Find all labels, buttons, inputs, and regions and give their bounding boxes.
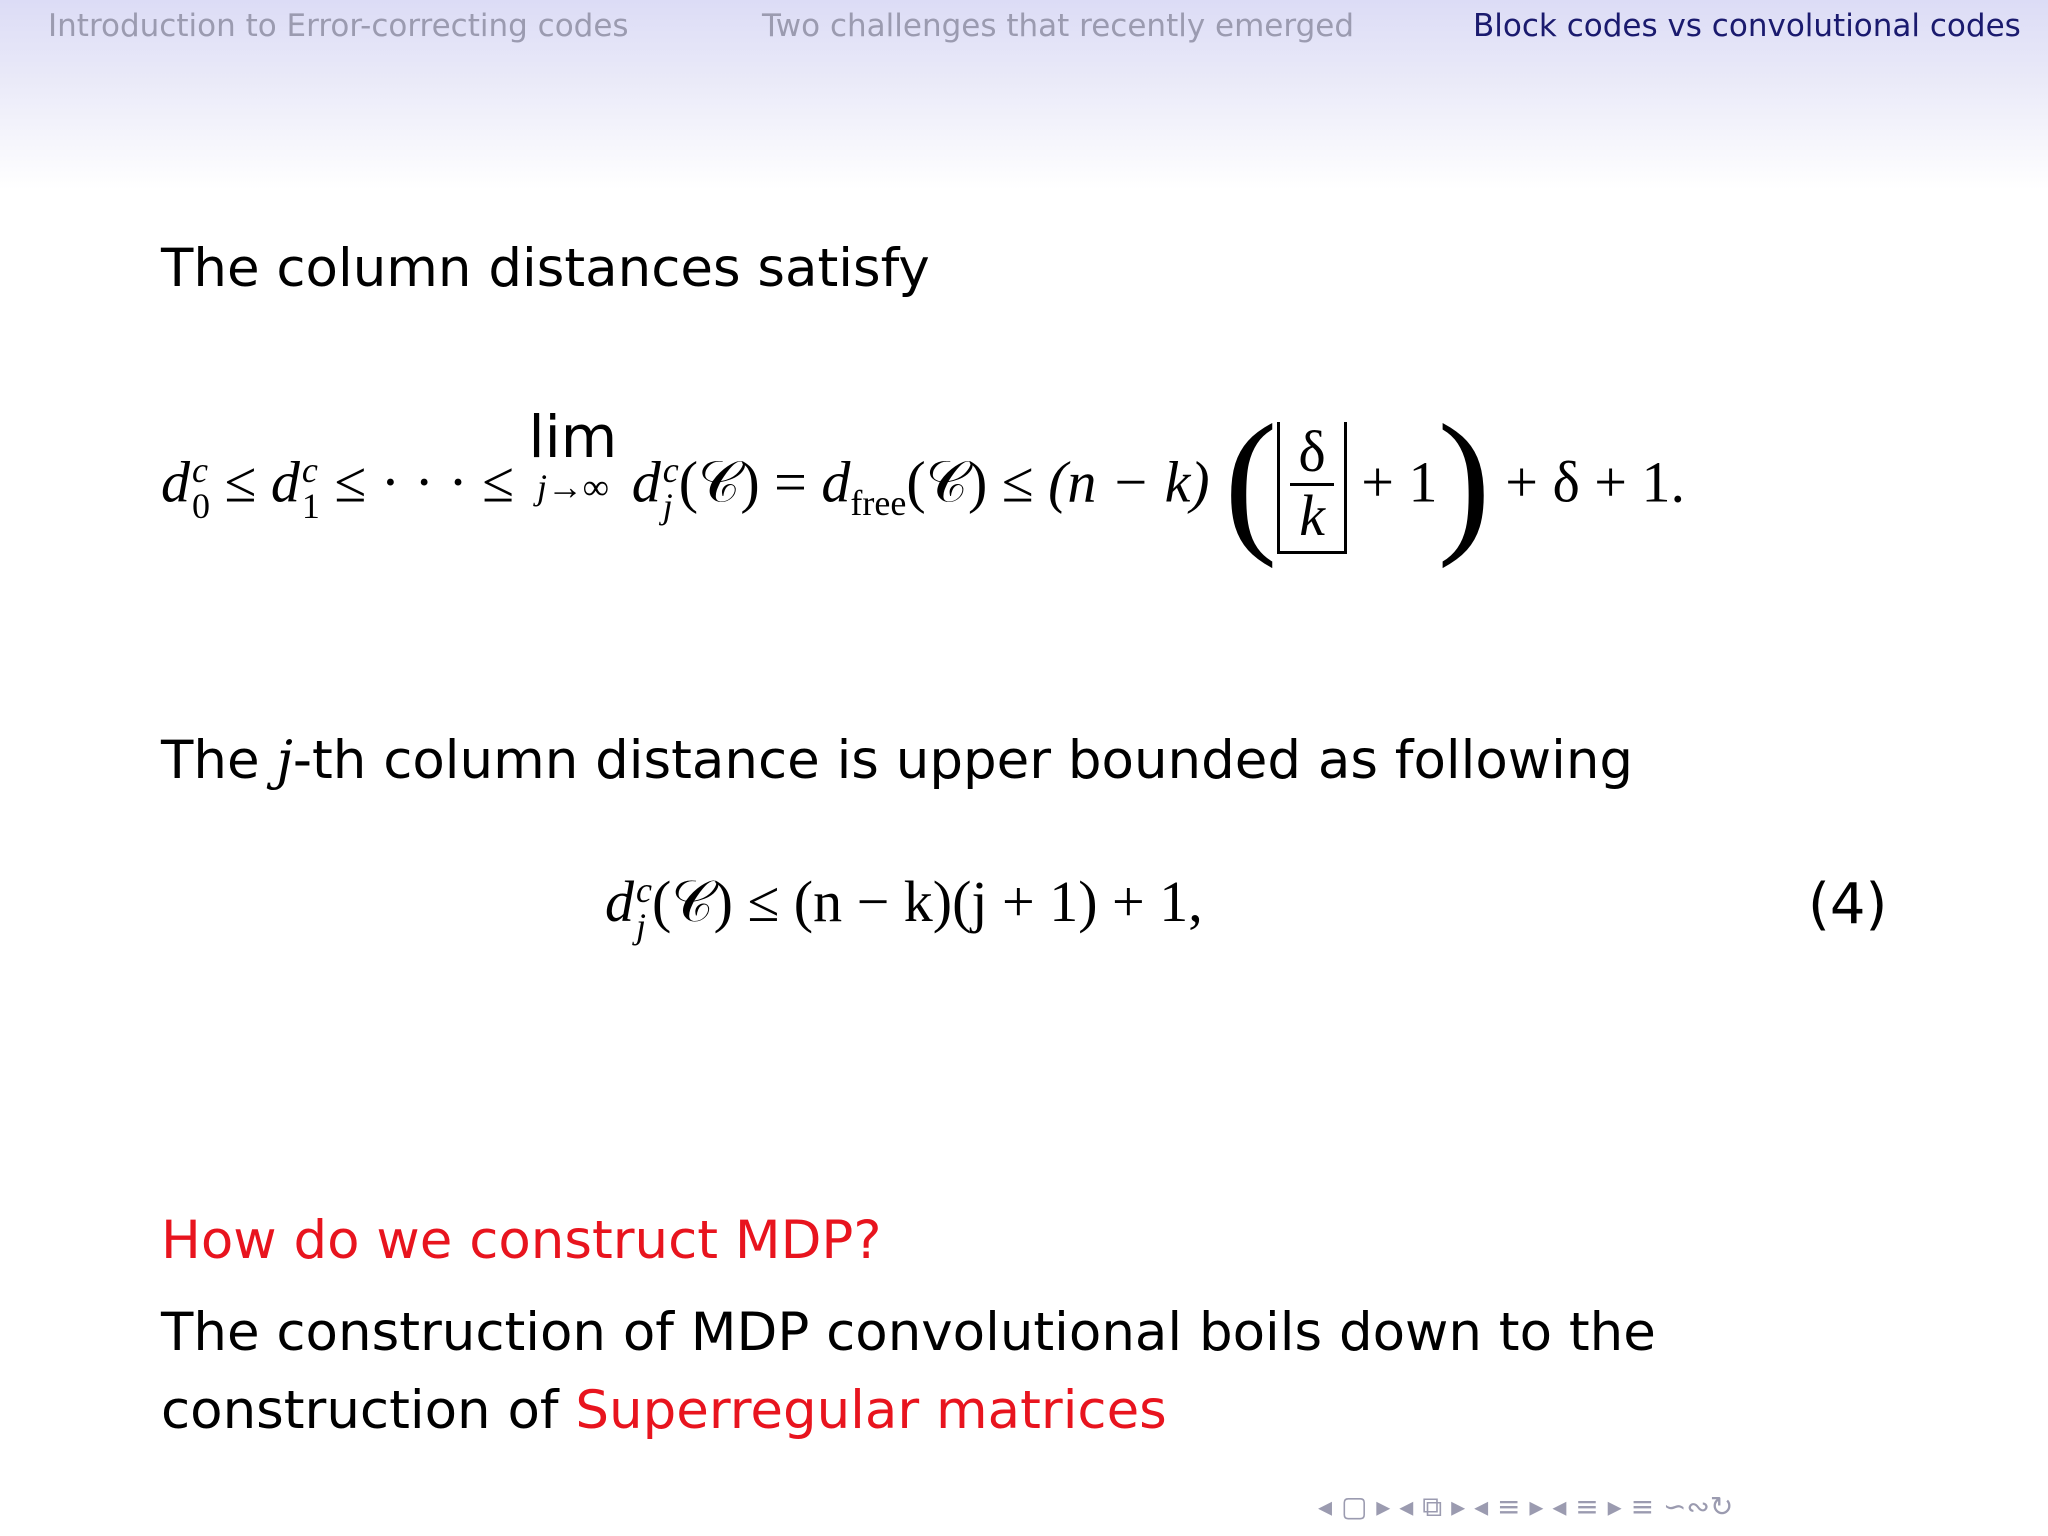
answer-line-2: construction of Superregular matrices	[161, 1380, 1167, 1441]
nav-section-introduction[interactable]: Introduction to Error-correcting codes	[48, 8, 629, 44]
column-distance-inequality: d c 0 ≤ d c 1 ≤ · · · ≤ lim j→∞ d c j (𝒞) = $d_{free}(𝒞) \le (n - k)$ ( $\frac{\delta}{k}$ + 1) + δ + 1.	[161, 391, 1685, 569]
question-text: How do we construct MDP?	[161, 1210, 882, 1271]
nav-section-two-challenges[interactable]: Two challenges that recently emerged	[762, 8, 1355, 44]
header-bar	[0, 0, 2048, 190]
superregular-highlight: Superregular matrices	[575, 1380, 1167, 1441]
equation-number: (4)	[1808, 872, 1888, 937]
intro-text: The column distances satisfy	[161, 238, 930, 299]
bound-text: The j-th column distance is upper bounded as following	[161, 730, 1634, 791]
beamer-navigation-controls[interactable]: ◂ ▢ ▸ ◂ ⧉ ▸ ◂ ≡ ▸ ◂ ≡ ▸ ≡ ∽∾↻	[1318, 1490, 1734, 1523]
column-distance-bound: d c j (𝒞) ≤ (n − k)(j + 1) + 1,	[605, 869, 1203, 946]
nav-section-block-vs-convolutional[interactable]: Block codes vs convolutional codes	[1473, 8, 2021, 44]
answer-line-1: The construction of MDP convolutional boils down to the	[161, 1302, 1656, 1363]
